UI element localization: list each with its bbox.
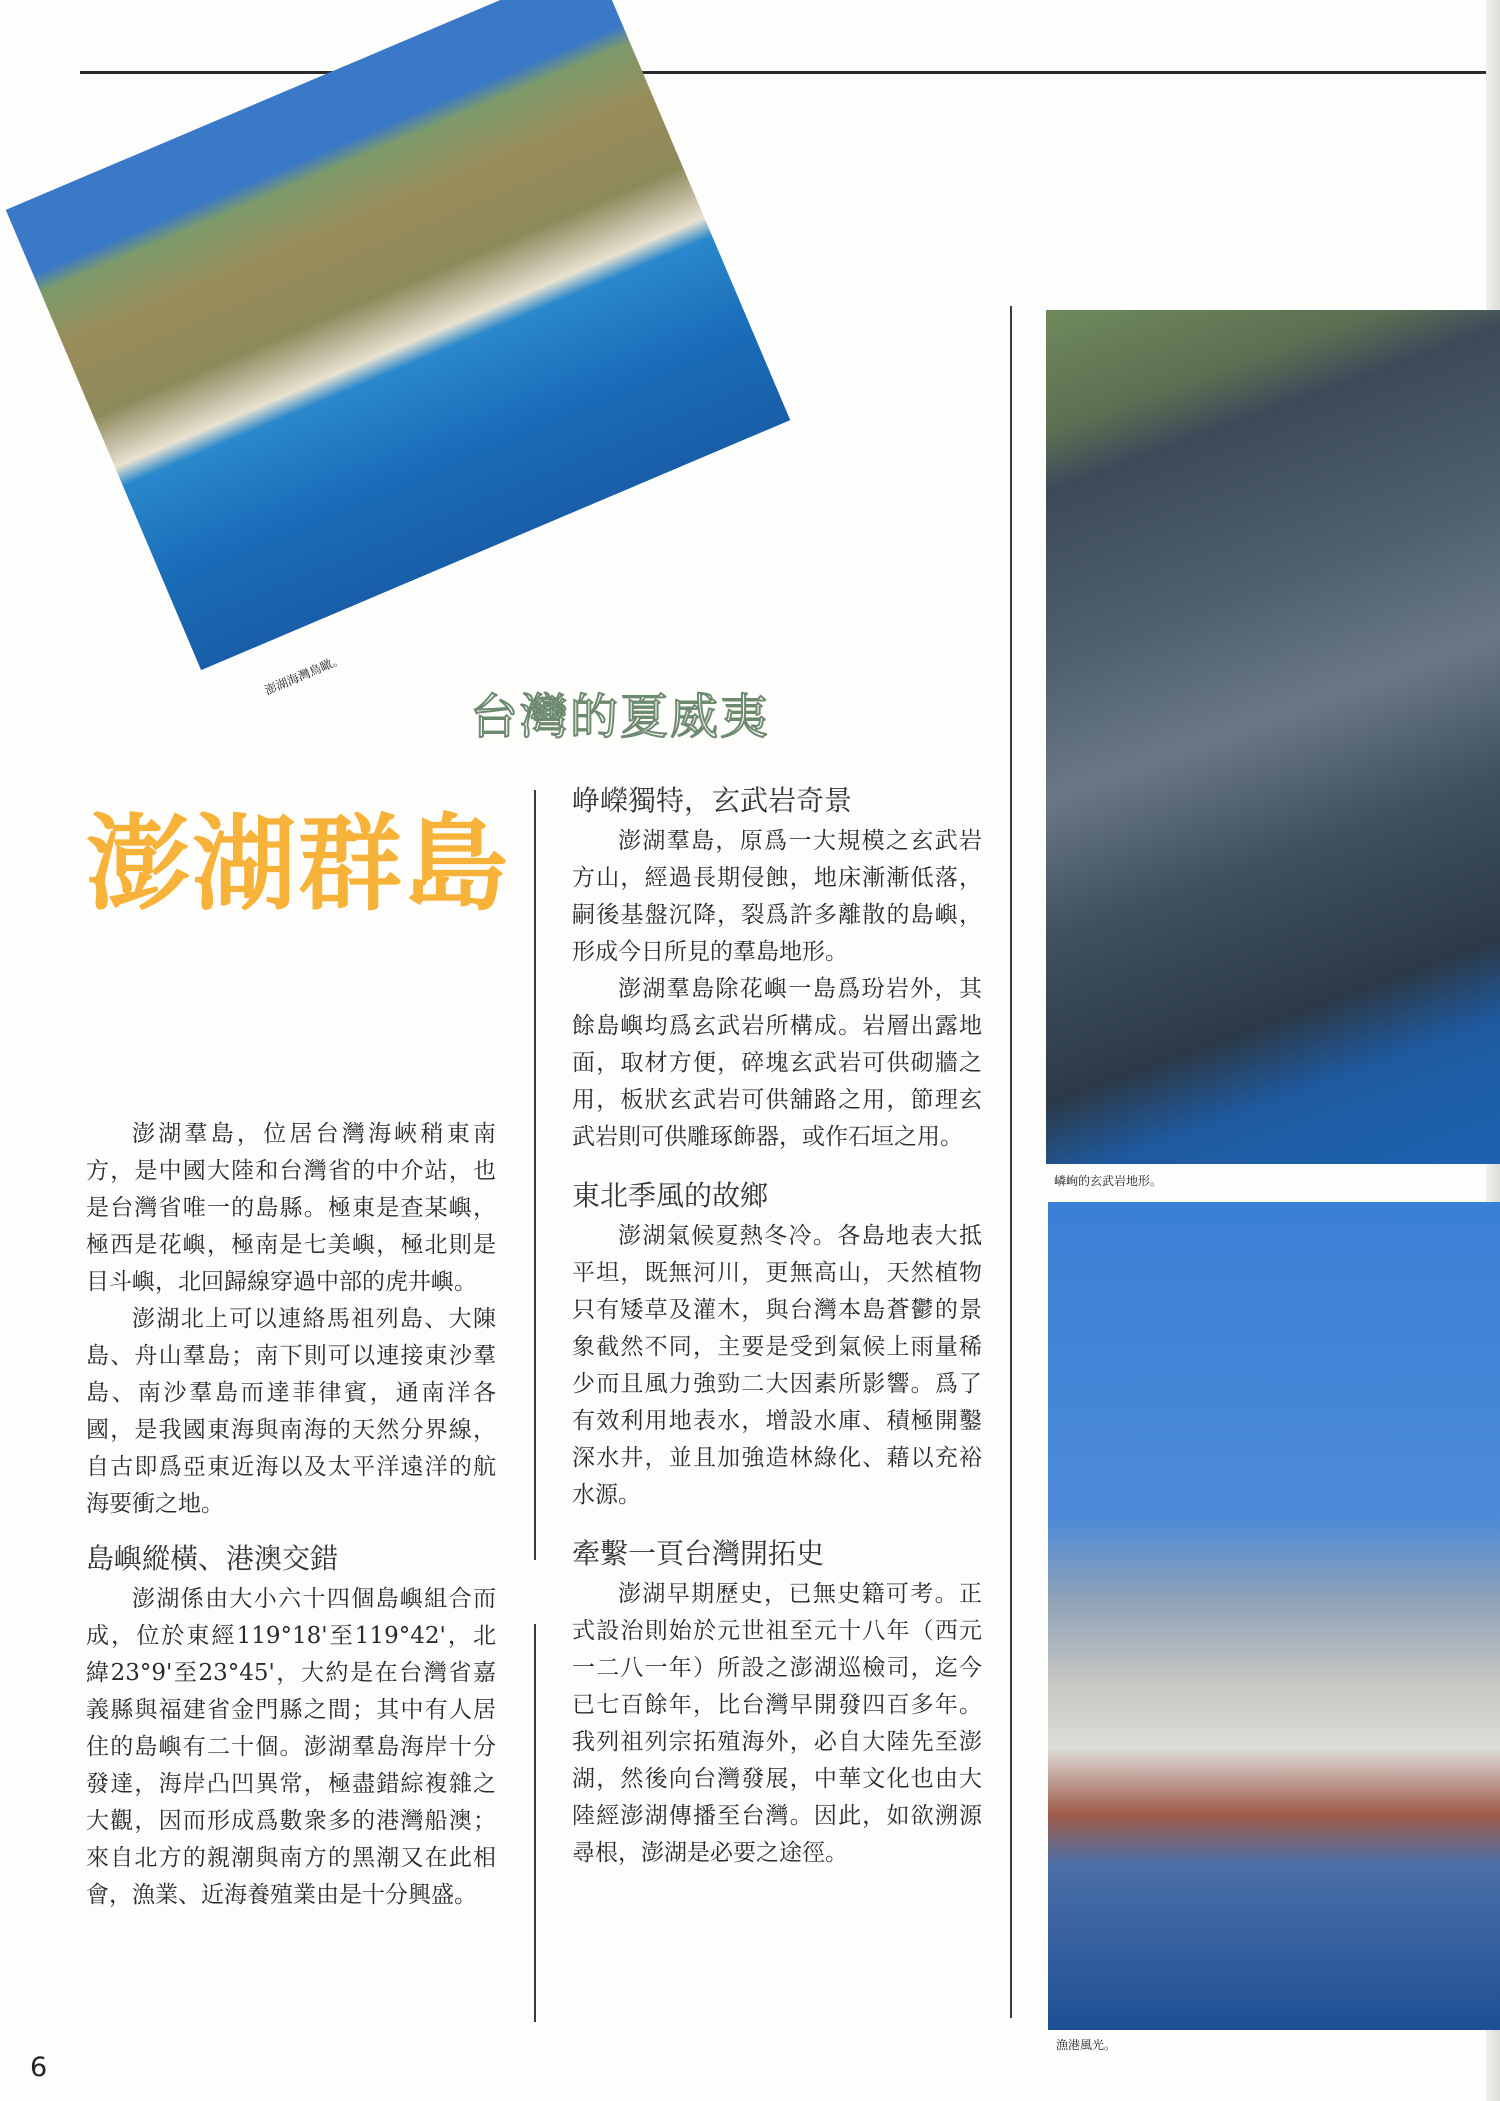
section-heading: 島嶼縱橫、港澳交錯 [86, 1542, 339, 1575]
top-rule [80, 71, 1500, 74]
paragraph: 澎湖係由大小六十四個島嶼組合而成，位於東經119°18'至119°42'，北緯23°9'至23°45'，大約是在台灣省嘉義縣與福建省金門縣之間；其中有人居住的島嶼有二十個。澎湖羣島海岸十分發達，海岸凸凹異常，極盡錯綜複雜之大觀，因而形成爲數衆多的港灣船澳；來自北方的親潮與南方的黑潮又在此相會，漁業、近海養殖業由是十分興盛。 [86, 1586, 496, 1908]
article-title: 澎湖群島 [86, 803, 511, 925]
section-heading: 東北季風的故鄉 [572, 1179, 769, 1212]
paragraph: 澎湖羣島除花嶼一島爲玢岩外，其餘島嶼均爲玄武岩所構成。岩層出露地面，取材方便，碎塊玄武岩可供砌牆之用，板狀玄武岩可供舖路之用，節理玄武岩則可供雕琢飾器，或作石垣之用。 [572, 976, 982, 1150]
harbor-photo-caption: 漁港風光。 [1056, 2038, 1117, 2052]
article-subtitle: 台灣的夏威夷 [470, 689, 771, 745]
page-number: 6 [30, 2052, 48, 2083]
section-heading: 峥嶸獨特，玄武岩奇景 [572, 784, 853, 817]
column-divider-lower [534, 1624, 536, 2022]
aerial-bay-photo [6, 0, 790, 670]
fishing-harbor-photo [1048, 1202, 1500, 2030]
cliff-photo-caption: 嶙峋的玄武岩地形。 [1054, 1174, 1163, 1188]
column-divider-right [1010, 306, 1012, 2018]
paragraph: 澎湖羣島，原爲一大規模之玄武岩方山，經過長期侵蝕，地床漸漸低落，嗣後基盤沉降，裂爲許多離散的島嶼，形成今日所見的羣島地形。 [572, 828, 982, 965]
basalt-cliff-photo [1046, 310, 1500, 1164]
column-divider-upper [534, 790, 536, 1560]
text-column-left [86, 1116, 496, 1914]
paragraph: 澎湖羣島，位居台灣海峽稍東南方，是中國大陸和台灣省的中介站，也是台灣省唯一的島縣。極東是查某嶼，極西是花嶼，極南是七美嶼，極北則是目斗嶼，北回歸線穿過中部的虎井嶼。 [86, 1121, 496, 1295]
aerial-photo-caption: 澎湖海灣鳥瞰。 [262, 652, 346, 698]
paragraph: 澎湖早期歷史，已無史籍可考。正式設治則始於元世祖至元十八年（西元一二八一年）所設之澎湖巡檢司，迄今已七百餘年，比台灣早開發四百多年。我列祖列宗拓殖海外，必自大陸先至澎湖，然後向台灣發展，中華文化也由大陸經澎湖傳播至台灣。因此，如欲溯源尋根，澎湖是必要之途徑。 [572, 1581, 982, 1866]
paragraph: 澎湖北上可以連絡馬祖列島、大陳島、舟山羣島；南下則可以連接東沙羣島、南沙羣島而達菲律賓，通南洋各國，是我國東海與南海的天然分界線，自古即爲亞東近海以及太平洋遠洋的航海要衝之地。 [86, 1306, 496, 1517]
paragraph: 澎湖氣候夏熱冬冷。各島地表大抵平坦，既無河川，更無高山，天然植物只有矮草及灌木，與台灣本島蒼鬱的景象截然不同，主要是受到氣候上雨量稀少而且風力強勁二大因素所影響。爲了有效利用地表水，增設水庫、積極開鑿深水井，並且加強造林綠化、藉以充裕水源。 [572, 1223, 982, 1508]
text-column-middle [572, 783, 982, 1872]
section-heading: 牽繫一頁台灣開拓史 [572, 1537, 825, 1570]
